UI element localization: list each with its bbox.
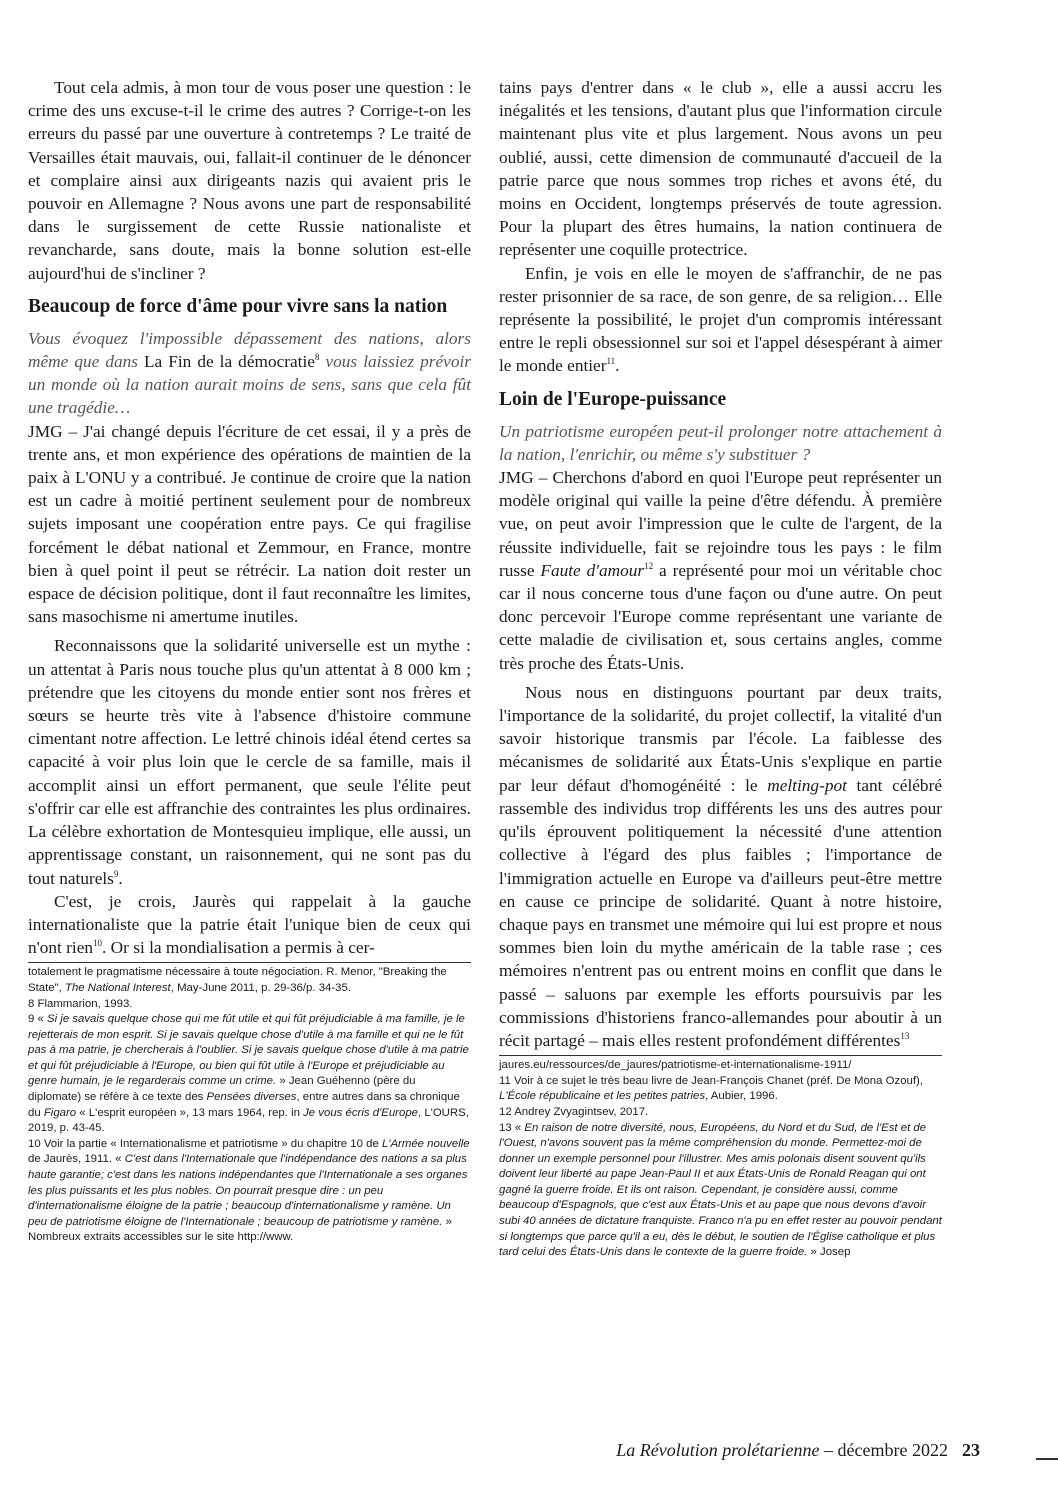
footnote-ref: 8 [314, 352, 320, 363]
section-heading: Loin de l'Europe-puissance [499, 388, 727, 410]
footnote-ref: 10 [93, 938, 103, 949]
footnote-ref: 9 [113, 868, 119, 879]
footnote-divider [499, 1055, 942, 1056]
footnote: totalement le pragmatisme nécessaire à toute négociation. R. Menor, "Breaking the State", The National Interest, May-June 2011, p. 29-36/p. 34-35. [28, 966, 447, 994]
footnote: 8 Flammarion, 1993. [28, 997, 133, 1010]
interview-question: Un patriotisme européen peut-il prolonger notre attachement à la nation, l'enrichir, ou même s'y substituer ? [499, 421, 942, 464]
paragraph: Reconnaissons que la solidarité universelle est un mythe : un attentat à Paris nous touche plus qu'un attentat à 8 000 km ; prétendre que les citoyens du monde entier sont nos frères et sœurs se heurte très vite à l'absence d'histoire commune cimentant notre affection. Le lettré chinois idéal étend certes sa capacité à voir plus loin que le cercle de sa famille, mais il accomplit ainsi un effort permanent, que seule l'élite peut s'offrir car elle est affranchie des contraintes les plus ordinaires. La célèbre exhortation de Montesquieu implique, elle aussi, un apprentissage constant, un raisonnement, qui ne sont pas du tout naturels$^9$. [28, 636, 471, 888]
right-column [499, 76, 942, 1261]
footnote-divider [28, 962, 471, 963]
left-body [28, 76, 471, 959]
footnote-ref: 13 [900, 1031, 910, 1042]
footnote: 9 « Si je savais quelque chose qui me fût utile et qui fût préjudiciable à ma famille, je le rejetterais de mon esprit. Si je savais quelque chose d'utile à ma famille et qui ne le fût pas à ma patrie, je chercherais à l'oublier. Si je savais quelque chose d'utile à ma patrie et qui fût préjudiciable à l'Europe, ou bien qui fût utile à l'Europe et préjudiciable au genre humain, je le regarderais comme un crime. » Jean Guéhenno (père du diplomate) se réfère à ce texte des Pensées diverses, entre autres dans sa chronique du Figaro « L'esprit européen », 13 mars 1964, rep. in Je vous écris d'Europe, L'OURS, 2019, p. 43-45. [28, 1013, 469, 1135]
journal-name: La Révolution prolétarienne [616, 1440, 820, 1460]
crop-mark [1036, 1458, 1058, 1460]
paragraph: tains pays d'entrer dans « le club », elle a aussi accru les inégalités et les tensions, d'autant plus que l'information circule maintenant plus vite et plus largement. Nous avons un peu oublié, aussi, cette dimension de communauté d'accueil de la patrie parce que nous sommes trop riches et avons été, du moins en Occident, longtemps préservés de toute agression. Pour la plupart des êtres humains, la nation continuera de représenter une coquille protectrice. [499, 78, 942, 260]
right-body [499, 76, 942, 1052]
section-heading: Beaucoup de force d'âme pour vivre sans la nation [28, 295, 448, 317]
footnote: jaures.eu/ressources/de_jaures/patriotisme-et-internationalisme-1911/ [499, 1059, 852, 1072]
paragraph: Enfin, je vois en elle le moyen de s'affranchir, de ne pas rester prisonnier de sa race, de son genre, de sa religion… Elle représente la possibilité, le projet d'un compromis intéressant entre le repli obsessionnel sur soi et l'appel désespérant à aimer le monde entier$^{11}$. [499, 263, 942, 376]
footnote: 11 Voir à ce sujet le très beau livre de Jean-François Chanet (préf. De Mona Ozouf), L'École républicaine et les petites patries, Aubier, 1996. [499, 1074, 923, 1103]
book-title: La Fin de la démocratie [144, 352, 315, 372]
paragraph: Nous nous en distinguons pourtant par deux traits, l'importance de la solidarité, du projet collectif, la vitalité d'un savoir historique transmis par l'école. La faiblesse des mécanismes de solidarité aux États-Unis s'explique en partie par leur défaut d'homogénéité : le melting-pot tant célébré rassemble des individus trop différents les uns des autres pour qu'ils éprouvent politiquement la nécessité d'une attention collective à l'égard des plus faibles ; l'importance de l'immigration actuelle en Europe va d'ailleurs peut-être mettre en cause ce principe de solidarité. Quant à notre histoire, chaque pays en transmet une mémoire qui lui est propre et nous sommes bien loin du mythe américain de la table rase ; ces mémoires n'entrent pas ou entrent moins en conflit que dans le passé – saluons par exemple les efforts poursuivis par les commissions d'historiens franco-allemandes pour aboutir à un récit partagé – mais elles restent profondément différentes$^{13}$ [499, 682, 942, 1050]
footnote: 13 « En raison de notre diversité, nous, Européens, du Nord et du Sud, de l'Est et de l'Ouest, n'avons souvent pas la même compréhension du monde. Permettez-moi de donner un exemple personnel pour l'illustrer. Mes amis polonais disent souvent qu'ils doivent leur liberté au pape Jean-Paul II et aux États-Unis de Ronald Reagan qui ont gagné la guerre froide. Et ils ont raison. Cependant, je considère aussi, comme beaucoup d'Espagnols, que c'est aux États-Unis et au pape que nous devons d'avoir subi 40 années de dictature franquiste. Franco n'a pu en effet rester au pouvoir pendant si longtemps que parce qu'il a eu, dès le début, le soutien de l'Église catholique et plus tard celui des États-Unis dans le contexte de la guerre froide. » Josep [499, 1121, 942, 1259]
paragraph: JMG – Cherchons d'abord en quoi l'Europe peut représenter un modèle original qui vaille la peine d'être défendu. À première vue, on peut avoir l'impression que le culte de l'argent, de la réussite individuelle, fait se rejoindre tous les pays : le film russe Faute d'amour$^{12}$ a représenté pour moi un véritable choc car il nous concerne tous d'une façon ou d'une autre. On peut donc percevoir l'Europe comme représentant une variante de cette maladie de civilisation et, sous certains angles, comme très proche des États-Unis. [499, 468, 943, 673]
footnote: 10 Voir la partie « Internationalisme et patriotisme » du chapitre 10 de L'Armée nouvelle de Jaurès, 1911. « C'est dans l'Internationale que l'indépendance des nations a sa plus haute garantie; c'est dans les nations indépendantes que l'Internationale a ses organes les plus puissants et les plus nobles. On pourrait presque dire : un peu d'internationalisme éloigne de la patrie ; beaucoup d'internationalisme y ramène. Un peu de patriotisme éloigne de l'Internationale ; beaucoup de patriotisme y ramène. » Nombreux extraits accessibles sur le site http://www. [28, 1137, 470, 1244]
paragraph: Tout cela admis, à mon tour de vous poser une question : le crime des uns excuse-t-il le crime des autres ? Corrige-t-on les erreurs du passé par une ouverture à contretemps ? Le traité de Versailles était mauvais, oui, fallait-il continuer de le dénoncer et complaire ainsi aux dirigeants nazis qui avaient pris le pouvoir en Allemagne ? Nous avons une part de responsabilité dans le surgissement de cette Russie nationaliste et revancharde, sans doute, mais la bonne solution est-elle aujourd'hui de s'incliner ? [28, 78, 471, 283]
interview-question: Vous évoquez l'impossible dépassement des nations, alors même que dans La Fin de la démocratie$^8$ vous laissiez prévoir un monde où la nation aurait moins de sens, sans que cela fût une tragédie… [28, 328, 471, 418]
left-footnotes [28, 965, 471, 1246]
page-footer [560, 1440, 980, 1461]
left-column [28, 76, 471, 1246]
paragraph: C'est, je crois, Jaurès qui rappelait à la gauche internationaliste que la patrie était l'unique bien de ceux qui n'ont rien$^{10}$. Or si la mondialisation a permis à cer- [28, 891, 471, 958]
film-title: Faute d'amour [540, 560, 645, 580]
footnote: 12 Andrey Zvyagintsev, 2017. [499, 1105, 649, 1118]
paragraph: JMG – J'ai changé depuis l'écriture de cet essai, il y a près de trente ans, et mon expérience des opérations de maintien de la paix à L'ONU y a contribué. Je continue de croire que la nation est un cadre à moitié pertinent seulement pour de nombreux sujets imposant une coopération entre pays. Ce qui fragilise forcément le débat national et Zemmour, en France, montre bien à quel point il peut se rétrécir. La nation doit rester un espace de décision politique, dont il faut reconnaître les limites, sans masochisme ni amertume inutiles. [28, 421, 471, 627]
footnote-ref: 11 [606, 356, 616, 367]
page-number: 23 [962, 1440, 980, 1460]
right-footnotes [499, 1058, 942, 1261]
issue-date: – décembre 2022 [819, 1440, 948, 1460]
footnote-ref: 12 [644, 561, 654, 572]
